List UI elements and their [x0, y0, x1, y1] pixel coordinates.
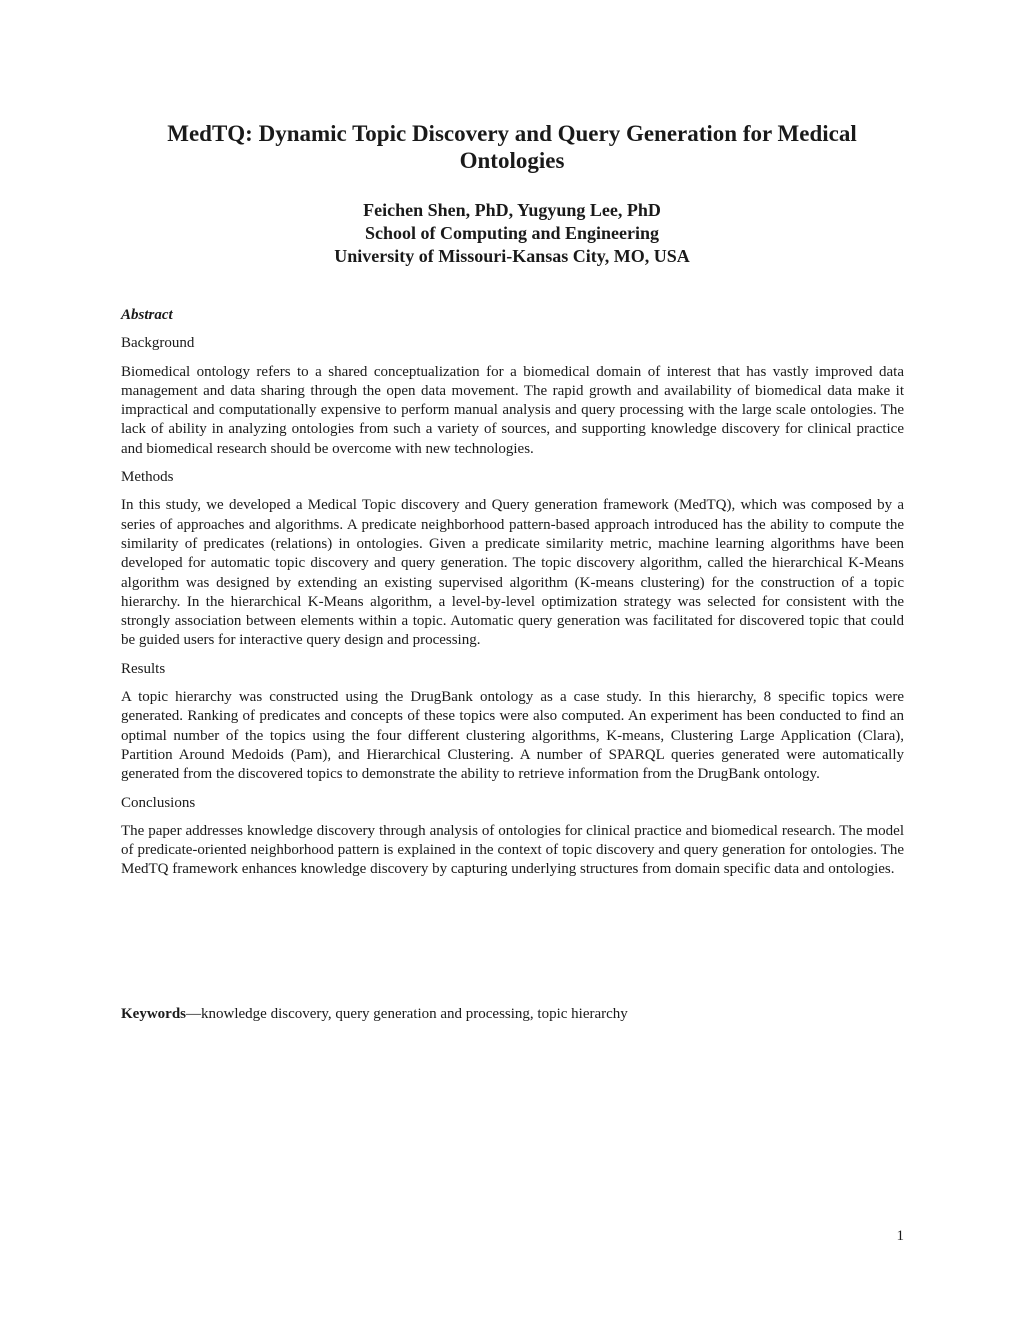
section-body: Biomedical ontology refers to a shared conceptualization for a biomedical domain of interest that has vastly improved data management and data sharing through the open data movement. The rapid growth and availability of biomedical data make it impractical and computationally expensive to perform manual analysis and query processing with the large scale ontologies. The lack of ability in analyzing ontologies from such a variety of sources, and supporting knowledge discovery for clinical practice and biomedical research should be overcome with new technologies. — [121, 363, 904, 457]
author-block — [120, 199, 904, 268]
keywords-label: Keywords — [121, 1006, 186, 1022]
abstract-section-results — [121, 660, 904, 785]
author-names: Feichen Shen, PhD, Yugyung Lee, PhD — [363, 200, 661, 220]
section-heading: Results — [121, 660, 166, 677]
abstract-section-conclusions — [121, 794, 904, 880]
affiliation-school: School of Computing and Engineering — [364, 223, 660, 243]
section-body: The paper addresses knowledge discovery through analysis of ontologies for clinical practice and biomedical research. The model of predicate-oriented neighborhood pattern is explained in the context of topic discovery and query generation for ontologies. The MedTQ framework enhances knowledge discovery by capturing underlying structures from domain specific data and ontologies. — [121, 822, 904, 878]
paper-title — [120, 120, 904, 174]
abstract — [121, 306, 904, 889]
abstract-section-background — [121, 334, 904, 459]
page-number: 1 — [896, 1228, 904, 1244]
section-body: A topic hierarchy was constructed using the DrugBank ontology as a case study. In this hierarchy, 8 specific topics were generated. Ranking of predicates and concepts of these topics were also computed. An experiment has been conducted to find an optimal number of the topics using the four different clustering algorithms, K-means, Clustering Large Application (Clara), Partition Around Medoids (Pam), and Hierarchical Clustering. A number of SPARQL queries generated were automatically generated from the discovered topics to demonstrate the ability to retrieve information from the DrugBank ontology. — [121, 689, 904, 783]
keywords-text: knowledge discovery, query generation and processing, topic hierarchy — [201, 1006, 628, 1022]
section-heading: Background — [121, 335, 195, 352]
paper-title-line1: MedTQ: Dynamic Topic Discovery and Query Generation for Medical — [167, 121, 857, 146]
section-heading: Methods — [121, 469, 174, 486]
section-body: In this study, we developed a Medical Topic discovery and Query generation framework (MedTQ), which was composed by a series of approaches and algorithms. A predicate neighborhood pattern-based approach introduced has the ability to compute the similarity of predicates (relations) in ontologies. Given a predicate similarity metric, machine learning algorithms have been developed for automatic topic discovery and query generation. The topic discovery algorithm, called the hierarchical K-Means algorithm was designed by extending an existing supervised algorithm (K-means clustering) for the construction of a topic hierarchy. In the hierarchical K-Means algorithm, a level-by-level optimization strategy was selected for consistent with the strongly association between elements within a topic. Automatic query generation was facilitated for discovered topic that could be guided users for interactive query design and processing. — [121, 497, 904, 649]
abstract-label: Abstract — [121, 307, 173, 323]
section-heading: Conclusions — [121, 794, 196, 811]
abstract-section-methods — [121, 468, 904, 651]
keywords-separator: — — [186, 1006, 201, 1022]
paper-title-line2: Ontologies — [459, 148, 565, 173]
keywords-line — [121, 1005, 904, 1024]
affiliation-university: University of Missouri-Kansas City, MO, USA — [334, 246, 690, 266]
